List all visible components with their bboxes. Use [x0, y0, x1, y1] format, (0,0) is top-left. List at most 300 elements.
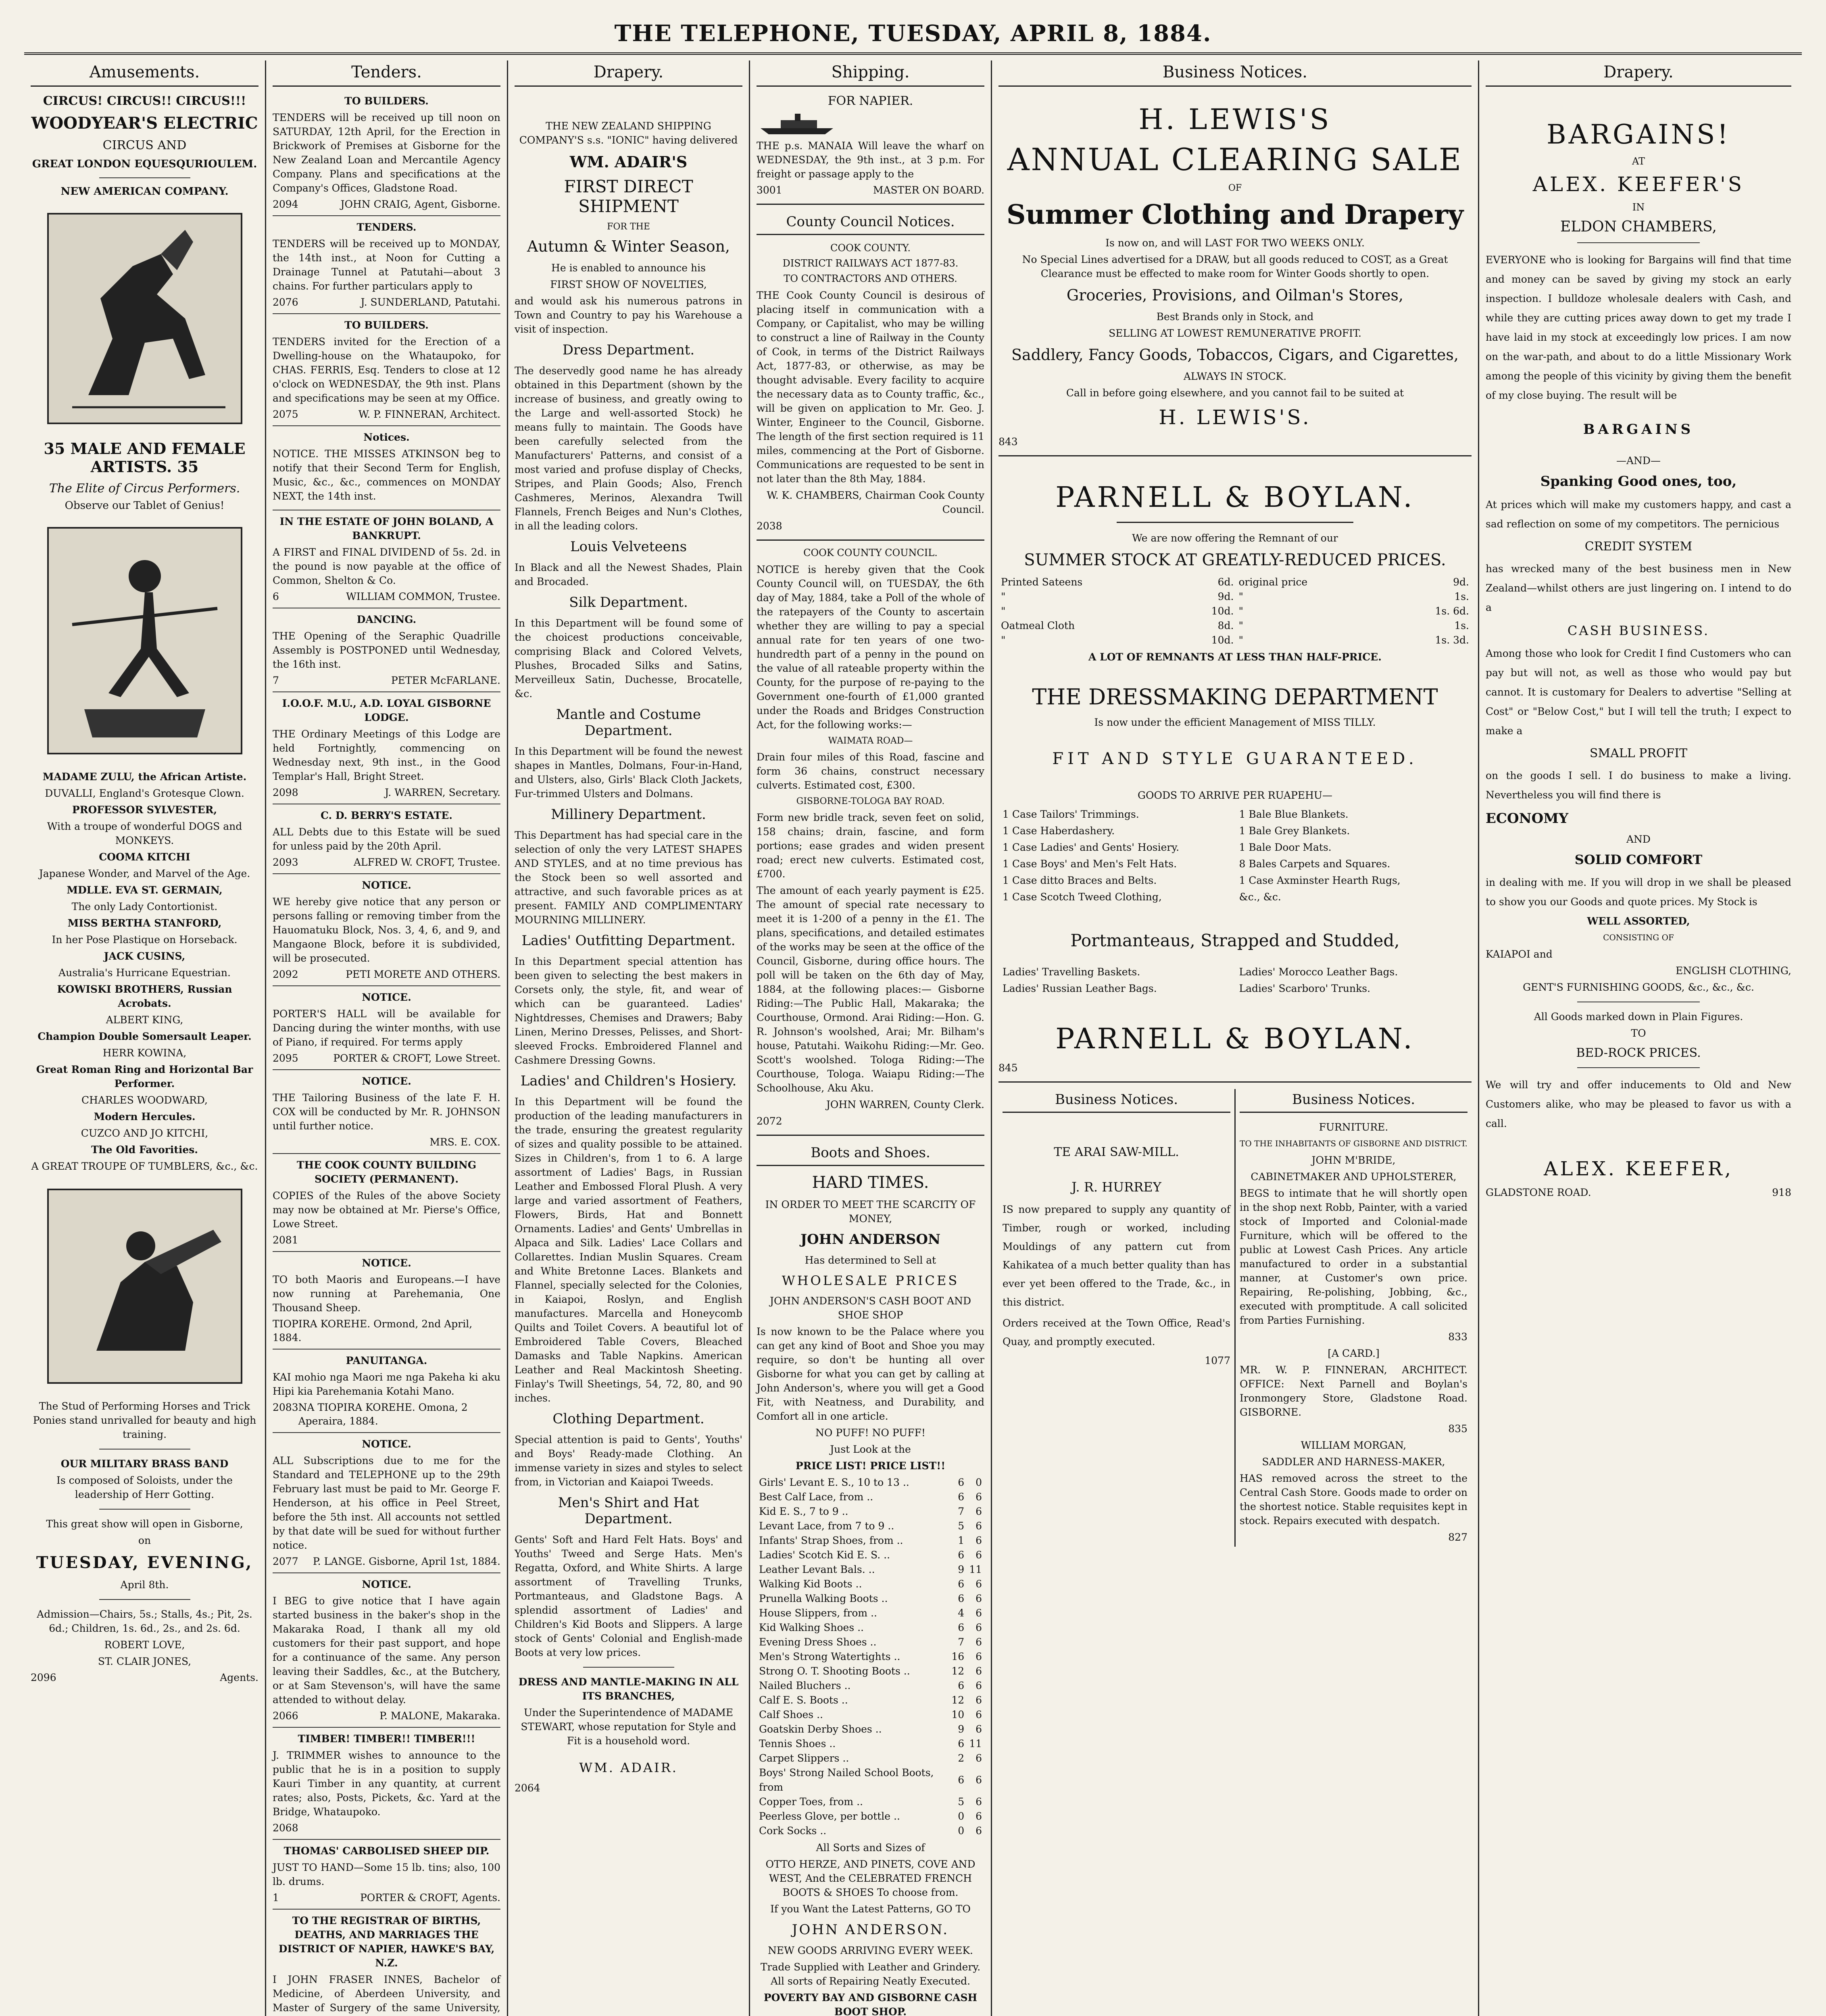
county-poll-text: NOTICE is hereby given that the Cook County Council will, on TUESDAY, the 6th day of May, 1884, take a Poll of the whole of the ratepayers of the County to ascertain whether they are willing to pay a special annual rate for ten years of one two-hundredth part of a penny in the pound on the value of all rateable property within the County, for the purpose of re-paying to the Government one-fourth of £1,000 granted under the Roads and Bridges Construction Act, for the following works:— [757, 564, 984, 731]
keefer-in: IN [1632, 202, 1645, 213]
tender-footer [273, 856, 500, 869]
tologa-title: GISBORNE-TOLOGA BAY ROAD. [796, 796, 945, 806]
parnell-remnants: A LOT OF REMNANTS AT LESS THAN HALF-PRICE. [1088, 651, 1382, 663]
header-county: County Council Notices. [757, 211, 984, 235]
tender-number: 2092 [273, 968, 298, 980]
price-shillings: 6 [958, 1593, 965, 1604]
price-item: Infants' Strap Shoes, from .. [759, 1535, 903, 1546]
price-row [757, 1722, 984, 1737]
price-shillings: 7 [958, 1506, 965, 1517]
tender-notice [273, 318, 500, 426]
keefer-sign: ALEX. KEEFER, [1544, 1158, 1733, 1180]
keefer-road: GLADSTONE ROAD. [1486, 1187, 1591, 1198]
county-poll-details: The amount of each yearly payment is £25. The amount of special rate necessary to meet it is 1-200 of a penny in the £1. The plans, specifications, and detailed estimates of the works may be seen at the office of the Council, Gisborne, during office hours. The poll will be taken on the 6th day of May, 1884, at the following places:— Gisborne Riding:—The Public Hall, Makaraka; the Courthouse, Ormond. Arai Riding:—Hon. G. R. Johnson's woolshed, Arai; Mr. Bilham's house, Patutahi. Waikohu Riding:—Mr. Geo. Scott's woolshed. Tologa Riding:—The Courthouse, Tologa. Waiapu Riding:—The Schoolhouse, Aku Aku. [757, 885, 984, 1094]
tender-signature: P. LANGE. Gisborne, April 1st, 1884. [313, 1556, 500, 1567]
boots-price-table [757, 1475, 984, 1838]
performers-list [31, 770, 258, 1173]
price-shillings: 7 [958, 1636, 965, 1648]
parnell-title-2: PARNELL & BOYLAN. [1055, 1022, 1415, 1055]
price-pence: 6 [976, 1491, 982, 1503]
drapery-section-text: In Black and all the Newest Shades, Plain and Brocaded. [515, 562, 742, 587]
goods-item: 1 Case Axminster Hearth Rugs, [1239, 875, 1401, 886]
price-pence: 6 [976, 1709, 982, 1720]
performer-line: CHARLES WOODWARD, [81, 1094, 208, 1106]
price-shillings: 6 [958, 1578, 965, 1590]
morgan-name: WILLIAM MORGAN, [1301, 1439, 1407, 1451]
price-item: Boys' Strong Nailed School Boots, from [759, 1767, 934, 1793]
county-act: DISTRICT RAILWAYS ACT 1877-83. [782, 258, 959, 269]
napier-title: FOR NAPIER. [828, 94, 913, 108]
price-pence: 11 [969, 1738, 982, 1749]
price-shillings: 6 [958, 1549, 965, 1561]
remnant-price: 6d. [1217, 576, 1234, 588]
header-drapery: Drapery. [515, 60, 742, 87]
boots-wholesale: WHOLESALE PRICES [782, 1273, 959, 1288]
circus-equestrian: GREAT LONDON EQUESQURIOULEM. [32, 158, 257, 170]
price-row [757, 1679, 984, 1693]
bags-right [1235, 962, 1472, 998]
adair-novelties: FIRST SHOW OF NOVELTIES, [550, 279, 707, 290]
col-tenders [266, 60, 508, 2016]
masthead: THE TELEPHONE, TUESDAY, APRIL 8, 1884. [614, 20, 1212, 47]
tender-text: I BEG to give notice that I have again started business in the baker's shop in the Makaraka Road, I thank all my old customers for their past support, and hope for a continuance of the same. Any person leaving their Saddles, &c., at the Butchery, or at Sam Stevenson's, will have the same attended to without delay. [273, 1595, 500, 1706]
county-chairman: W. K. CHAMBERS, Chairman Cook County Council. [767, 489, 984, 515]
lewis-saddlery: Saddlery, Fancy Goods, Tobaccos, Cigars, and Cigarettes, [1011, 346, 1459, 364]
parnell-price-table [998, 575, 1472, 648]
goods-item: 1 Case Haberdashery. [1003, 825, 1115, 837]
tender-notice [273, 612, 500, 692]
price-item: Levant Lace, from 7 to 9 .. [759, 1520, 894, 1532]
header-drapery-2: Drapery. [1486, 60, 1791, 87]
open-text: This great show will open in Gisborne, [46, 1518, 243, 1530]
parnell-remnant: We are now offering the Remnant of our [1132, 532, 1338, 544]
price-pence: 6 [976, 1810, 982, 1822]
keefer-consisting: CONSISTING OF [1603, 933, 1674, 942]
lewis-groceries: Groceries, Provisions, and Oilman's Stores, [1066, 286, 1404, 304]
tender-signature: J. WARREN, Secretary. [385, 787, 500, 798]
keefer-living: on the goods I sell. I do business to make a living. Nevertheless you will find there is [1486, 770, 1791, 801]
lewis-summer: Summer Clothing and Drapery [1006, 199, 1464, 230]
goods-item: 1 Case ditto Braces and Belts. [1003, 875, 1157, 886]
county-railway-text: THE Cook County Council is desirous of placing itself in communication with a Company, or Capitalist, who may be willing to construct a line of Railway in the County of Cook, in terms of the District Railways Act, 1877-83, or otherwise, as may be thought advisable. Every facility to acquire the necessary data as to County traffic, &c., will be given on application to Mr. Geo. J. Winter, Engineer to the Council, Gisborne. The length of the first section required is 11 miles, commencing at the Port of Gisborne. Communications are requested to be sent in not later than the 8th May, 1884. [757, 289, 984, 485]
price-pence: 6 [976, 1549, 982, 1561]
price-shillings: 6 [958, 1738, 965, 1749]
col-drapery-adair [508, 60, 750, 2016]
tender-notice [273, 878, 500, 986]
tender-heading: NOTICE. [362, 1075, 411, 1087]
price-shillings: 0 [958, 1810, 965, 1822]
rearing-horse-illustration [40, 206, 250, 431]
remnant-item: Oatmeal Cloth [1001, 620, 1075, 631]
keefer-assorted: WELL ASSORTED, [1587, 915, 1690, 927]
keefer-furnishing: GENT'S FURNISHING GOODS, &c., &c., &c. [1523, 981, 1754, 993]
drapery-section-text: This Department has had special care in the selection of only the very LATEST SHAPES AND STYLES, and at no time previous has the Stock been so well assorted and attractive, and such favorable prices as at present. FAMILY AND COMPLIMENTARY MOURNING MILLINERY. [515, 829, 742, 926]
performer-line: With a troupe of wonderful DOGS and MONKEYS. [47, 821, 242, 846]
tender-text: J. TRIMMER wishes to announce to the public that he is in a position to supply Kauri Timber in any quantity, at current rates; also, Posts, Pickets, &c. Yard at the Bridge, Whataupoko. [273, 1749, 500, 1818]
drapery-section-title: Louis Velveteens [570, 539, 687, 555]
tender-signature: J. SUNDERLAND, Patutahi. [361, 296, 500, 308]
drapery-sections [515, 342, 742, 1660]
lewis-number: 843 [998, 436, 1018, 448]
top-rule [24, 52, 1802, 55]
performer-line: The Old Favorities. [91, 1144, 198, 1156]
price-row [757, 1824, 984, 1838]
remnant-original: 1s. 6d. [1435, 605, 1469, 617]
keefer-prices: At prices which will make my customers happy, and cast a sad reflection on some of my competitors. The pernicious [1486, 499, 1791, 530]
tender-signature: MRS. E. COX. [429, 1136, 500, 1148]
tablet-line: Observe our Tablet of Genius! [65, 500, 225, 512]
price-item: Prunella Walking Boots .. [759, 1593, 888, 1604]
circus-and: CIRCUS AND [102, 138, 187, 152]
performer-line: In her Pose Plastique on Horseback. [52, 934, 238, 946]
drapery-section-text: In this Department will be found the production of the leading manufacturers in the trade, ensuring the greatest regularity of sizes and quality possible to be attained. Sizes in Children's, from 1 to 6. A large assortment of Ladies' Bags, in Russian Leather and Embossed Floral Plush. A very large and varied assortment of Feathers, Flowers, Birds, Hat and Bonnett Ornaments. Ladies' and Gents' Umbrellas in Alpaca and Silk. Ladies' Lace Collars and Collarettes. Indian Muslin Squares. Cream and White Bretonne Laces. Blankets and Flannel, specially selected for the Colonies, in Kaiapoi, Roslyn, and English manufactures. Marcella and Honeycomb Quilts and Toilet Covers. A beautiful lot of Embroidered Table Covers, Bleached Damasks and Table Napkins. American Leather and Real Mackintosh Sheeting. Finlay's Twill Sheetings, 54, 72, 80, and 90 inches. [515, 1096, 742, 1404]
performer-line: Japanese Wonder, and Marvel of the Age. [39, 868, 250, 879]
performer-line: Champion Double Somersault Leaper. [38, 1031, 252, 1042]
bn-right-header: Business Notices. [1240, 1089, 1467, 1113]
tender-notice [273, 1437, 500, 1573]
finneran-number: 835 [1448, 1423, 1467, 1435]
keefer-and-2: AND [1626, 833, 1651, 845]
admission: Admission—Chairs, 5s.; Stalls, 4s.; Pit, 2s. 6d.; Children, 1s. 6d., 2s., and 2s. 6d. [37, 1608, 252, 1634]
adair-announce: He is enabled to announce his [551, 262, 706, 274]
price-pence: 6 [976, 1665, 982, 1677]
tender-heading: THOMAS' CARBOLISED SHEEP DIP. [283, 1845, 490, 1857]
tender-notice [273, 1914, 500, 2016]
steamer-icon [757, 112, 837, 136]
tender-notice [273, 430, 500, 510]
price-row [757, 1490, 984, 1504]
tender-heading: NOTICE. [362, 1579, 411, 1590]
lewis-always: ALWAYS IN STOCK. [1183, 371, 1287, 382]
dressmaking-title: DRESS AND MANTLE-MAKING IN ALL ITS BRANCHES, [518, 1676, 739, 1702]
keefer-bargains: BARGAINS! [1547, 119, 1730, 150]
elite-line: The Elite of Circus Performers. [49, 481, 240, 496]
keefer-spanking: Spanking Good ones, too, [1540, 473, 1737, 489]
tender-text: A FIRST and FINAL DIVIDEND of 5s. 2d. in the pound is now payable at the office of Common, Shelton & Co. [273, 546, 500, 586]
boots-determined: Has determined to Sell at [805, 1254, 936, 1266]
price-row [757, 1649, 984, 1664]
county-clerk: JOHN WARREN, County Clerk. [826, 1099, 984, 1110]
tender-text: ALL Debts due to this Estate will be sued for unless paid by the 20th April. [273, 826, 500, 852]
tender-number: 2095 [273, 1052, 298, 1064]
dressmaking-text: Under the Superintendence of MADAME STEWART, whose reputation for Style and Fit is a household word. [521, 1707, 736, 1747]
price-row [757, 1693, 984, 1708]
performer-line: Modern Hercules. [94, 1111, 196, 1123]
tender-notice [273, 808, 500, 874]
tender-text: I JOHN FRASER INNES, Bachelor of Medicine, of Aberdeen University, and Master of Surgery of the same University, [273, 1974, 500, 2014]
price-pence: 6 [976, 1607, 982, 1619]
price-shillings: 0 [958, 1825, 965, 1837]
price-row [757, 1519, 984, 1533]
furniture-inhabitants: TO THE INHABITANTS OF GISBORNE AND DISTRICT. [1240, 1139, 1467, 1148]
remnant-label: " [1238, 591, 1243, 602]
trumpeter-illustration [40, 1181, 250, 1391]
lewis-selling: SELLING AT LOWEST REMUNERATIVE PROFIT. [1109, 327, 1361, 339]
tender-signature: PORTER & CROFT, Agents. [360, 1892, 500, 1904]
adair-signature: WM. ADAIR. [579, 1760, 678, 1775]
price-shillings: 5 [958, 1796, 965, 1808]
price-item: Walking Kid Boots .. [759, 1578, 862, 1590]
open-date: TUESDAY, EVENING, [36, 1553, 253, 1572]
price-shillings: 6 [958, 1774, 965, 1786]
goods-item: &c., &c. [1239, 891, 1281, 903]
lewis-clearing: ANNUAL CLEARING SALE [1007, 142, 1463, 177]
price-row [757, 1533, 984, 1548]
price-shillings: 16 [951, 1651, 965, 1662]
price-shillings: 10 [951, 1709, 965, 1720]
remnant-price: 9d. [1217, 591, 1234, 602]
drapery-section-text: In this Department special attention has been given to selecting the best makers in Corsets only, the style, fit, and wear of which can be guaranteed. Ladies' Nightdresses, Chemises and Drawers; Baby Linen, Merino Dresses, Pelisses, and Short-sleeved Frocks. Embroidered Flannel and Cashmere Dressing Gowns. [515, 956, 742, 1066]
remnant-label: " [1238, 620, 1243, 631]
price-shillings: 4 [958, 1607, 965, 1619]
price-pence: 11 [969, 1564, 982, 1575]
waimata-title: WAIMATA ROAD— [828, 736, 913, 746]
drapery-section-text: Special attention is paid to Gents', Youths' and Boys' Ready-made Clothing. An immense variety in sizes and styles to select from, in Victorian and Kaiapoi Tweeds. [515, 1434, 742, 1488]
keefer-marked: All Goods marked down in Plain Figures. [1534, 1011, 1743, 1023]
tender-notice [273, 1074, 500, 1154]
county-council-title: COOK COUNTY COUNCIL. [803, 547, 938, 558]
finneran-card: MR. W. P. FINNERAN, ARCHITECT. OFFICE: Next Parnell and Boylan's Ironmongery Store, Gladstone Road. GISBORNE. [1240, 1364, 1467, 1418]
drapery-section-title: Mantle and Costume Department. [556, 706, 701, 739]
boots-trade: Trade Supplied with Leather and Grindery. All sorts of Repairing Neatly Executed. [760, 1961, 981, 1987]
tender-number: 2093 [273, 856, 298, 868]
adair-for-the: FOR THE [607, 222, 650, 232]
circus-line: CIRCUS! CIRCUS!! CIRCUS!!! [43, 94, 246, 108]
tender-notice [273, 220, 500, 314]
tenders-list [273, 94, 500, 2016]
tender-footer [273, 1555, 500, 1568]
parnell-fit: FIT AND STYLE GUARANTEED. [1052, 750, 1418, 768]
remnant-item: " [1001, 634, 1006, 646]
stud-text: The Stud of Performing Horses and Trick Ponies stand unrivalled for beauty and high training. [33, 1400, 256, 1440]
col-drapery-keefer [1479, 60, 1798, 2016]
keefer-kaiapoi: KAIAPOI and [1486, 948, 1553, 960]
tender-notice [273, 1256, 500, 1350]
company-name: NEW AMERICAN COMPANY. [60, 185, 229, 198]
bn-left-header: Business Notices. [1003, 1089, 1230, 1113]
tender-footer [273, 1709, 500, 1723]
tender-number: 2066 [273, 1710, 298, 1722]
keefer-dealing: in dealing with me. If you will drop in we shall be pleased to show you our Goods and quote prices. My Stock is [1486, 877, 1791, 908]
price-pence: 6 [976, 1506, 982, 1517]
performer-line: HERR KOWINA, [102, 1047, 187, 1059]
remnant-item: Printed Sateens [1001, 576, 1083, 588]
boots-shop-name: POVERTY BAY AND GISBORNE CASH BOOT SHOP. [763, 1992, 978, 2016]
lewis-of: OF [1228, 183, 1242, 193]
drapery-section-title: Dress Department. [562, 342, 695, 358]
keefer-to: TO [1631, 1027, 1646, 1039]
lewis-now-on: Is now on, and will LAST FOR TWO WEEKS ONLY. [1105, 237, 1365, 249]
performer-line: MADAME ZULU, the African Artiste. [42, 771, 247, 783]
tender-signature: P. MALONE, Makaraka. [379, 1710, 500, 1722]
header-tenders: Tenders. [273, 60, 500, 87]
remnant-label: original price [1238, 576, 1308, 588]
morgan-text: HAS removed across the street to the Central Cash Store. Goods made to order on the shortest notice. Stable requisites kept in stock. Repairs executed with despatch. [1240, 1472, 1467, 1527]
napier-number: 3001 [757, 184, 782, 196]
parnell-bags [998, 962, 1472, 998]
tender-heading: I.O.O.F. M.U., A.D. LOYAL GISBORNE LODGE. [282, 698, 491, 723]
remnant-label: " [1238, 605, 1243, 617]
price-item: Strong O. T. Shooting Boots .. [759, 1665, 910, 1677]
adair-shipment: FIRST DIRECT SHIPMENT [564, 177, 693, 216]
price-row [757, 1475, 984, 1490]
remnant-row [998, 619, 1472, 633]
price-pence: 6 [976, 1593, 982, 1604]
price-pence: 0 [976, 1477, 982, 1488]
price-shillings: 9 [958, 1564, 965, 1575]
keefer-bedrock: BED-ROCK PRICES. [1576, 1046, 1701, 1060]
tender-heading: IN THE ESTATE OF JOHN BOLAND, A BANKRUPT. [279, 516, 494, 541]
tender-text: JUST TO HAND—Some 15 lb. tins; also, 100 lb. drums. [273, 1862, 500, 1887]
price-row [757, 1766, 984, 1795]
parnell-number: 845 [998, 1062, 1018, 1074]
parnell-ruapehu: GOODS TO ARRIVE PER RUAPEHU— [1138, 789, 1332, 801]
bag-item: Ladies' Morocco Leather Bags. [1239, 966, 1398, 978]
adair-intro: THE NEW ZEALAND SHIPPING COMPANY'S s.s. "IONIC" having delivered [519, 120, 738, 146]
boots-no-puff: NO PUFF! NO PUFF! [815, 1427, 926, 1439]
tender-footer [273, 1135, 500, 1149]
tender-notice [273, 1732, 500, 1840]
price-item: Cork Socks .. [759, 1825, 827, 1837]
tender-signature: JOHN CRAIG, Agent, Gisborne. [340, 198, 500, 210]
keefer-chambers: ELDON CHAMBERS, [1560, 219, 1717, 235]
price-item: Calf E. S. Boots .. [759, 1694, 848, 1706]
price-shillings: 1 [958, 1535, 965, 1546]
price-shillings: 6 [958, 1680, 965, 1691]
price-item: Nailed Bluchers .. [759, 1680, 851, 1691]
tender-number: 2077 [273, 1556, 298, 1567]
price-pence: 6 [976, 1796, 982, 1808]
tender-number: 2081 [273, 1234, 298, 1246]
tender-footer [273, 198, 500, 211]
goods-right [1235, 805, 1472, 906]
performer-line: DUVALLI, England's Grotesque Clown. [45, 787, 244, 799]
keefer-wrecked: has wrecked many of the best business men in New Zealand—whilst others are just lingering on. I intend to do a [1486, 563, 1791, 613]
price-pence: 6 [976, 1825, 982, 1837]
price-item: Tennis Shoes .. [759, 1738, 836, 1749]
price-row [757, 1504, 984, 1519]
price-row [757, 1620, 984, 1635]
goods-item: 1 Case Scotch Tweed Clothing, [1003, 891, 1162, 903]
mbride-name: JOHN M'BRIDE, [1311, 1154, 1396, 1166]
bag-item: Ladies' Scarboro' Trunks. [1239, 983, 1371, 994]
price-row [757, 1737, 984, 1751]
price-pence: 6 [976, 1578, 982, 1590]
goods-item: 1 Bale Door Mats. [1239, 841, 1332, 853]
business-sub [998, 1089, 1472, 1547]
artists-count: 35 MALE AND FEMALE ARTISTS. 35 [44, 439, 246, 476]
tender-text: TENDERS will be received up to MONDAY, the 14th inst., at Noon for Cutting a Drainage Tunnel at Patutahi—about 3 chains. For further particulars apply to [273, 238, 500, 292]
tender-text: PORTER'S HALL will be available for Dancing during the winter months, with use of Piano, if required. For terms apply [273, 1008, 500, 1048]
price-shillings: 9 [958, 1723, 965, 1735]
price-item: Ladies' Scotch Kid E. S. .. [759, 1549, 890, 1561]
tender-heading: TO BUILDERS. [344, 95, 429, 107]
goods-item: 1 Case Boys' and Men's Felt Hats. [1003, 858, 1177, 870]
open-day: April 8th. [120, 1579, 169, 1591]
furniture-title: FURNITURE. [1319, 1121, 1388, 1133]
price-pence: 6 [976, 1651, 982, 1662]
tender-text: TENDERS invited for the Erection of a Dwelling-house on the Whataupoko, for CHAS. FERRIS, Esq. Tenders to close at 12 o'clock on WEDNESDAY, the 9th inst. Plans and specifications may be seen at my Office. [273, 336, 500, 404]
price-pence: 6 [976, 1622, 982, 1633]
tender-heading: TO BUILDERS. [344, 319, 429, 331]
goods-item: 8 Bales Carpets and Squares. [1239, 858, 1390, 870]
keefer-credit: CREDIT SYSTEM [1584, 539, 1693, 554]
tender-signature: W. P. FINNERAN, Architect. [358, 408, 500, 420]
waimata-text: Drain four miles of this Road, fascine and form 36 chains, construct necessary culverts. Estimated cost, £300. [757, 751, 984, 791]
keefer-credit-text: Among those who look for Credit I find Customers who can pay but will not, as well as those who would pay but cannot. It is customary for Dealers to advertise "Selling at Cost" or "Below Cost," but I will tell the truth; I expect to make a [1486, 648, 1791, 737]
adair-number: 2064 [515, 1782, 540, 1794]
boots-sorts: All Sorts and Sizes of [816, 1842, 925, 1854]
performer-line: COOMA KITCHI [99, 851, 190, 863]
price-item: Leather Levant Bals. .. [759, 1564, 875, 1575]
performer-line: JACK CUSINS, [104, 950, 186, 962]
drapery-section-text: In this Department will be found some of the choicest productions conceivable, comprising Black and Colored Velvets, Plushes, Brocaded Silks and Satins, Merveilleux Satin, Duchesse, Brocatelle, &c. [515, 617, 742, 700]
tender-footer [273, 1891, 500, 1905]
bags-left [998, 962, 1235, 998]
tender-number: 2083 [273, 1402, 298, 1413]
tender-text: NOTICE. THE MISSES ATKINSON beg to notify that their Second Term for English, Music, &c., &c., commences on MONDAY NEXT, the 14th inst. [273, 448, 500, 502]
remnant-label: " [1238, 634, 1243, 646]
tender-signature: ALFRED W. CROFT, Trustee. [353, 856, 500, 868]
tender-heading: Notices. [363, 431, 410, 443]
price-item: House Slippers, from .. [759, 1607, 877, 1619]
tender-heading: TO THE REGISTRAR OF BIRTHS, DEATHS, AND MARRIAGES THE DISTRICT OF NAPIER, HAWKE'S BAY, N.Z. [278, 1915, 495, 1969]
performer-line: CUZCO AND JO KITCHI, [81, 1127, 208, 1139]
tender-number: 7 [273, 675, 279, 686]
price-item: Copper Toes, from .. [759, 1796, 863, 1808]
adair-name: WM. ADAIR'S [569, 153, 688, 171]
tender-footer [273, 1233, 500, 1247]
open-on: on [138, 1535, 151, 1546]
drapery-section-title: Clothing Department. [552, 1411, 705, 1427]
napier-text: THE p.s. MANAIA Will leave the wharf on WEDNESDAY, the 9th inst., at 3 p.m. For freight or passage apply to the [757, 140, 984, 180]
price-row [757, 1751, 984, 1766]
acrobat-illustration [40, 520, 250, 762]
keefer-at: AT [1632, 156, 1645, 167]
price-item: Calf Shoes .. [759, 1709, 823, 1720]
adair-season: Autumn & Winter Season, [527, 237, 730, 255]
boots-palace: Is now known to be the Palace where you can get any kind of Boot and Shoe you may require, so don't be hunting all over Gisborne for what you can get by calling at John Anderson's, where you will get a Good Fit, with Neatness, and Durability, and Comfort all in one article. [757, 1326, 984, 1422]
keefer-and: —AND— [1616, 455, 1661, 467]
lewis-brands: Best Brands only in Stock, and [1156, 311, 1314, 323]
tender-text: WE hereby give notice that any person or persons falling or removing timber from the Hauomatuku Block, Nos. 3, 4, 6, and 9, and Mangaone Block, before it is subdivided, will be prosecuted. [273, 896, 500, 964]
price-item: Girls' Levant E. S., 10 to 13 .. [759, 1477, 909, 1488]
county-number-1: 2038 [757, 520, 782, 532]
drapery-section-title: Men's Shirt and Hat Department. [558, 1495, 699, 1527]
tender-footer [273, 968, 500, 981]
price-item: Carpet Slippers .. [759, 1752, 849, 1764]
parnell-title: PARNELL & BOYLAN. [1055, 481, 1415, 514]
remnant-price: 8d. [1217, 620, 1234, 631]
header-boots: Boots and Shoes. [757, 1142, 984, 1166]
price-row [757, 1591, 984, 1606]
remnant-row [998, 589, 1472, 604]
tender-heading: NOTICE. [362, 879, 411, 891]
parnell-tilly: Is now under the efficient Management of MISS TILLY. [1094, 716, 1376, 728]
tender-footer [273, 296, 500, 309]
tender-heading: NOTICE. [362, 1257, 411, 1269]
tender-footer [273, 674, 500, 687]
price-pence: 6 [976, 1694, 982, 1706]
performer-line: MDLLE. EVA ST. GERMAIN, [67, 884, 223, 896]
circus-name: WOODYEAR'S ELECTRIC [31, 114, 258, 133]
price-item: Men's Strong Watertights .. [759, 1651, 900, 1662]
goods-item: 1 Case Tailors' Trimmings. [1003, 808, 1139, 820]
band-title: OUR MILITARY BRASS BAND [60, 1458, 229, 1470]
remnant-original: 9d. [1453, 576, 1469, 588]
keefer-economy: ECONOMY [1486, 810, 1569, 827]
boots-anderson: JOHN ANDERSON [800, 1231, 941, 1248]
